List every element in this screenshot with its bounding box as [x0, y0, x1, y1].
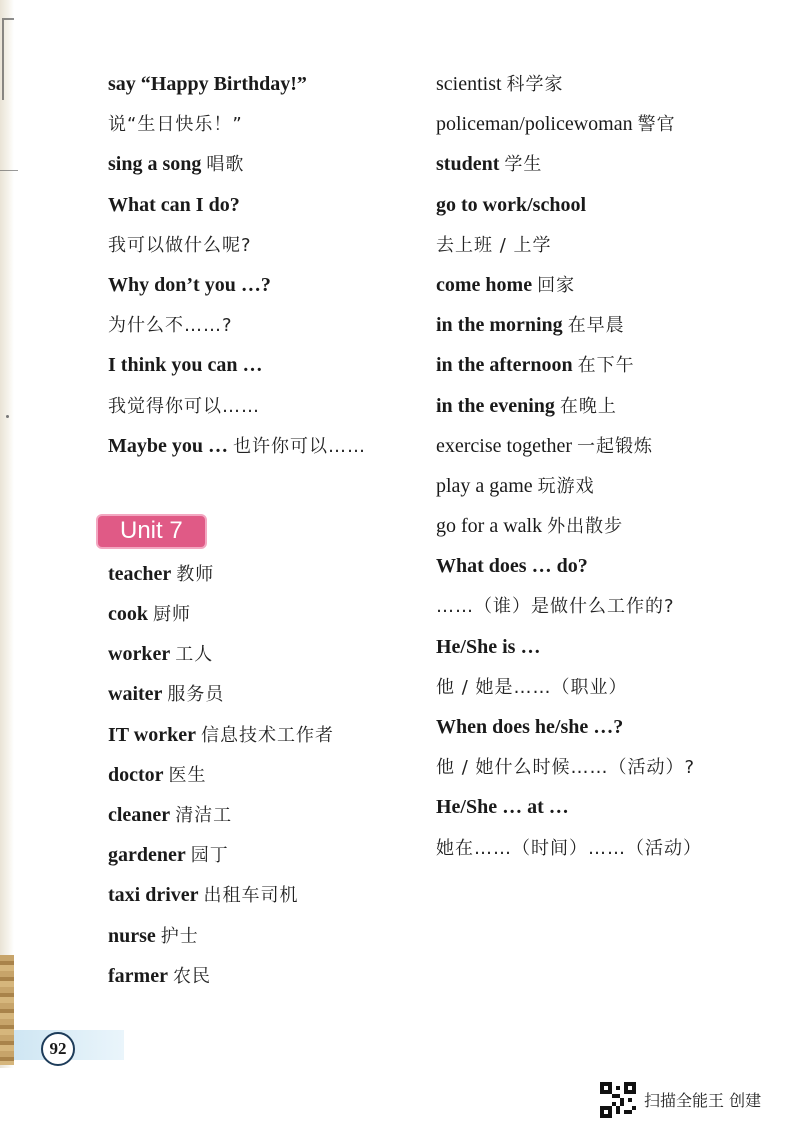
vocab-row [108, 345, 408, 385]
chinese-meaning: 学生 [504, 154, 543, 176]
vocab-row [108, 956, 408, 996]
chinese-meaning: 她在……（时间）……（活动） [436, 837, 702, 859]
chinese-meaning: 服务员 [167, 684, 225, 706]
chinese-meaning: 唱歌 [206, 154, 245, 176]
chinese-meaning: 警官 [637, 114, 676, 136]
chinese-meaning: 厨师 [153, 604, 191, 626]
edge-dot [6, 415, 9, 418]
vocab-row [436, 586, 776, 626]
vocab-row [108, 795, 408, 835]
vocab-row [108, 305, 408, 345]
chinese-meaning: 为什么不……? [108, 315, 233, 337]
vocab-row [436, 747, 776, 787]
edge-mark [2, 18, 14, 100]
right-column [436, 64, 776, 868]
chinese-meaning: 我觉得你可以…… [108, 395, 260, 417]
english-term: gardener [108, 844, 186, 867]
chinese-meaning: 在下午 [577, 355, 635, 377]
english-term: I think you can … [108, 354, 263, 377]
right-vocab-block [436, 64, 776, 868]
vocab-row [436, 627, 776, 667]
vocab-row [436, 466, 776, 506]
chinese-meaning: 说“生日快乐！” [108, 114, 243, 136]
vocab-row [436, 667, 776, 707]
english-term: scientist [436, 73, 502, 95]
chinese-meaning: 医生 [168, 764, 207, 786]
chinese-meaning: 信息技术工作者 [200, 724, 334, 746]
english-term: in the morning [436, 314, 563, 337]
vocab-row [108, 634, 408, 674]
english-term: cook [108, 603, 148, 626]
vocab-row [108, 835, 408, 875]
english-term: Maybe you … [108, 434, 228, 457]
left-vocab-block-1 [108, 64, 408, 466]
vocab-row [108, 594, 408, 634]
english-term: teacher [108, 562, 172, 585]
chinese-meaning: 清洁工 [175, 805, 233, 826]
english-term: cleaner [108, 804, 171, 826]
english-term: He/She … at … [436, 796, 569, 819]
chinese-meaning: 一起锻炼 [577, 435, 654, 457]
chinese-meaning: 他 / 她是……（职业） [436, 676, 628, 698]
english-term: taxi driver [108, 884, 199, 907]
english-term: He/She is … [436, 635, 541, 658]
page-number: 92 [41, 1032, 75, 1066]
chinese-meaning: 他 / 她什么时候……（活动）? [436, 757, 696, 779]
vocab-row [436, 345, 776, 385]
vocab-row [108, 104, 408, 144]
english-term: come home [436, 273, 533, 296]
vocab-row [436, 104, 776, 144]
chinese-meaning: 在晚上 [559, 395, 617, 417]
vocab-row [436, 265, 776, 305]
english-term: nurse [108, 924, 156, 947]
vocab-row [108, 225, 408, 265]
vocab-row [108, 386, 408, 426]
left-column [108, 64, 408, 996]
scanner-watermark: 扫描全能王 创建 [644, 1091, 762, 1110]
vocab-row [108, 755, 408, 795]
english-term: say “Happy Birthday!” [108, 73, 307, 95]
vocab-row [108, 185, 408, 225]
english-term: What does … do? [436, 555, 588, 578]
vocab-row [108, 265, 408, 305]
english-term: When does he/she …? [436, 716, 624, 738]
vocab-row [436, 185, 776, 225]
wood-edge [0, 955, 14, 1065]
chinese-meaning: 在早晨 [567, 315, 625, 337]
edge-tick [0, 170, 18, 171]
chinese-meaning: 回家 [537, 274, 576, 296]
vocab-row [436, 707, 776, 747]
chinese-meaning: 工人 [175, 644, 214, 666]
english-term: worker [108, 643, 171, 666]
vocab-row [108, 875, 408, 915]
chinese-meaning: 我可以做什么呢? [108, 234, 252, 256]
chinese-meaning: 玩游戏 [537, 475, 595, 497]
vocab-row [436, 787, 776, 827]
chinese-meaning: 去上班 / 上学 [436, 234, 552, 256]
english-term: go for a walk [436, 515, 543, 538]
vocab-row [108, 916, 408, 956]
vocab-row [436, 506, 776, 546]
vocab-row [436, 225, 776, 265]
english-term: sing a song [108, 153, 202, 176]
qr-code-icon [600, 1082, 636, 1118]
english-term: policeman/policewoman [436, 113, 633, 136]
vocab-row [108, 144, 408, 184]
english-term: student [436, 153, 500, 176]
english-term: in the evening [436, 394, 555, 417]
english-term: waiter [108, 683, 163, 706]
chinese-meaning: 园丁 [190, 845, 229, 867]
english-term: farmer [108, 964, 168, 987]
english-term: Why don’t you …? [108, 273, 271, 296]
vocab-row [108, 426, 408, 466]
vocab-row [108, 64, 408, 104]
chinese-meaning: 科学家 [506, 74, 564, 95]
vocab-row [436, 828, 776, 868]
vocab-row [436, 64, 776, 104]
english-term: play a game [436, 474, 533, 497]
vocab-row [108, 554, 408, 594]
english-term: doctor [108, 763, 164, 786]
page-edge [0, 0, 14, 1070]
chinese-meaning: ……（谁）是做什么工作的? [436, 596, 675, 618]
vocab-row [436, 144, 776, 184]
english-term: IT worker [108, 723, 196, 746]
vocab-row [436, 386, 776, 426]
vocab-row [108, 715, 408, 755]
vocab-row [436, 426, 776, 466]
chinese-meaning: 护士 [160, 925, 199, 947]
chinese-meaning: 教师 [176, 563, 215, 585]
vocab-row [436, 546, 776, 586]
chinese-meaning: 农民 [172, 965, 211, 987]
chinese-meaning: 也许你可以…… [233, 435, 366, 457]
english-term: What can I do? [108, 193, 240, 216]
vocab-row [108, 674, 408, 714]
chinese-meaning: 外出散步 [547, 516, 624, 538]
english-term: exercise together [436, 434, 573, 457]
english-term: go to work/school [436, 193, 586, 216]
left-vocab-block-2 [108, 554, 408, 996]
english-term: in the afternoon [436, 354, 573, 377]
vocab-row [436, 305, 776, 345]
chinese-meaning: 出租车司机 [203, 885, 299, 907]
unit-7-badge: Unit 7 [96, 514, 207, 549]
